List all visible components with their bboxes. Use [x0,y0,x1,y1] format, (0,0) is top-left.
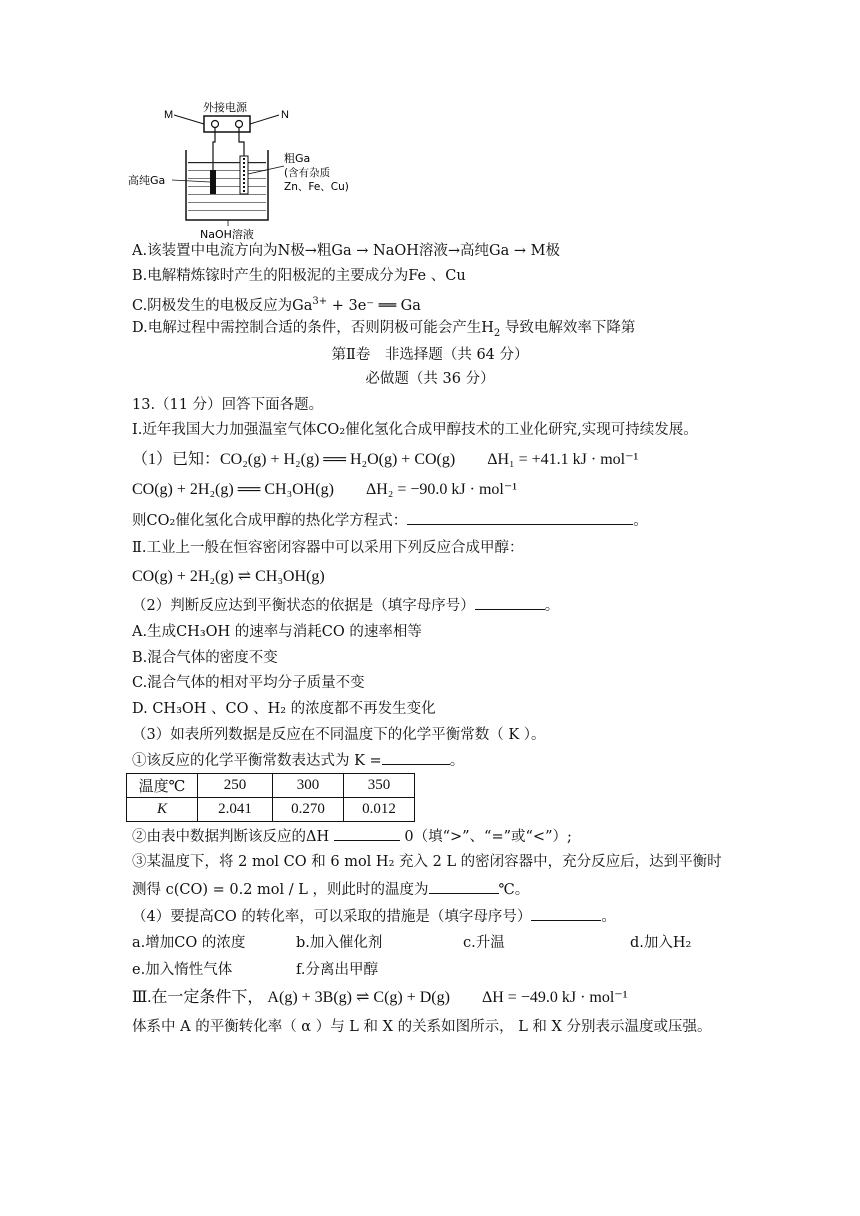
power-label: 外接电源 [203,101,247,114]
electrolysis-diagram [128,98,368,240]
q13-2-option-a: A.生成CH₃OH 的速率与消耗CO 的速率相等 [132,624,422,640]
q13-4-option-a: a.增加CO 的浓度 [132,935,246,951]
q13-1-question: 则CO₂催化氢化合成甲醇的热化学方程式： 。 [132,510,648,531]
label-n: N [281,109,289,121]
q13-3-1: ①该反应的化学平衡常数表达式为 K = 。 [132,750,464,771]
q12-option-c: C.阴极发生的电极反应为$Ga^{3+} + 3e^-$ ══ Ga [132,296,421,314]
section-subtitle: 必做题（共 36 分） [365,371,495,387]
anode-label: 粗Ga [284,152,311,165]
answer-blank-5[interactable] [429,879,499,894]
answer-blank-2[interactable] [475,595,545,610]
q12-option-d: D.电解过程中需控制合适的条件，否则阴极可能会产生$H_2$ 导致电解效率下降第 [132,320,636,339]
q13-4-question: （4）要提高CO 的转化率，可以采取的措施是（填字母序号） 。 [132,906,616,927]
answer-blank-4[interactable] [334,826,400,841]
q13-1-equation-2: CO(g) + 2H₂(g) ══ CH₃OH(g) ΔH₂ = −90.0 kJ · mol⁻¹ [132,481,518,498]
q13-2-question: （2）判断反应达到平衡状态的依据是（填字母序号） 。 [132,595,559,616]
q13-2-option-d: D. CH₃OH 、CO 、H₂ 的浓度都不再发生变化 [132,701,436,717]
equilibrium-constant-table [126,773,415,822]
q13-4-option-d: d.加入H₂ [630,935,692,951]
section-title: 第Ⅱ卷 非选择题（共 64 分） [331,347,529,363]
q13-4-option-b: b.加入催化剂 [296,935,383,951]
q13-3-intro: （3）如表所列数据是反应在不同温度下的化学平衡常数（ K ）。 [132,727,546,743]
q13-part2-intro: Ⅱ.工业上一般在恒容密闭容器中可以采用下列反应合成甲醇： [132,540,524,556]
q12-option-a: A.该装置中电流方向为N极→粗Ga → NaOH溶液→高纯Ga → M极 [132,243,560,259]
solution-label: NaOH溶液 [200,228,254,240]
table-row: 温度℃ 250 300 350 [127,774,415,798]
q13-2-option-b: B.混合气体的密度不变 [132,650,278,666]
answer-blank-6[interactable] [531,906,601,921]
beaker [186,150,268,220]
table-row: K 2.041 0.270 0.012 [127,798,415,822]
q13-3-2: ②由表中数据判断该反应的ΔH 0（填“>”、“=”或“<”）; [132,826,572,847]
q13-part1-intro: Ⅰ.近年我国大力加强温室气体CO₂催化氢化合成甲醇技术的工业化研究,实现可持续发展。 [132,422,698,438]
q13-4-option-f: f.分离出甲醇 [296,962,378,978]
q13-2-option-c: C.混合气体的相对平均分子质量不变 [132,675,365,691]
solution-fill [188,162,266,211]
cathode-electrode [210,170,216,194]
q13-part3-equation: Ⅲ.在一定条件下， A(g) + 3B(g) ⇌ C(g) + D(g) ΔH = −49.0 kJ · mol⁻¹ [132,989,628,1006]
q13-part3-description: 体系中 A 的平衡转化率（ α ）与 L 和 X 的关系如图所示， L 和 X 分别表示温度或压强。 [132,1019,712,1035]
q13-header: 13.（11 分）回答下面各题。 [132,397,324,413]
label-m: M [164,109,174,121]
q13-4-option-c: c.升温 [463,935,505,951]
q13-4-option-e: e.加入惰性气体 [132,962,233,978]
answer-blank-1[interactable] [407,510,633,525]
q13-part2-equation: CO(g) + 2H₂(g) ⇌ CH₃OH(g) [132,568,325,585]
q13-1-equation-1: （1）已知：CO₂(g) + H₂(g) ══ H₂O(g) + CO(g) ΔH₁ = +41.1 kJ · mol⁻¹ [132,451,639,468]
answer-blank-3[interactable] [382,750,450,765]
q13-3-3-line1: ③某温度下，将 2 mol CO 和 6 mol H₂ 充入 2 L 的密闭容器中，充分反应后，达到平衡时 [132,854,722,870]
q12-option-b: B.电解精炼镓时产生的阳极泥的主要成分为Fe 、Cu [132,268,466,284]
q13-3-3-line2: 测得 c(CO) = 0.2 mol / L ，则此时的温度为 ℃。 [132,879,529,900]
power-source-box [204,116,250,132]
cathode-label: 高纯Ga [128,174,166,187]
svg-text:(含有杂质: (含有杂质 [284,167,331,179]
svg-text:Zn、Fe、Cu): Zn、Fe、Cu) [284,181,349,193]
